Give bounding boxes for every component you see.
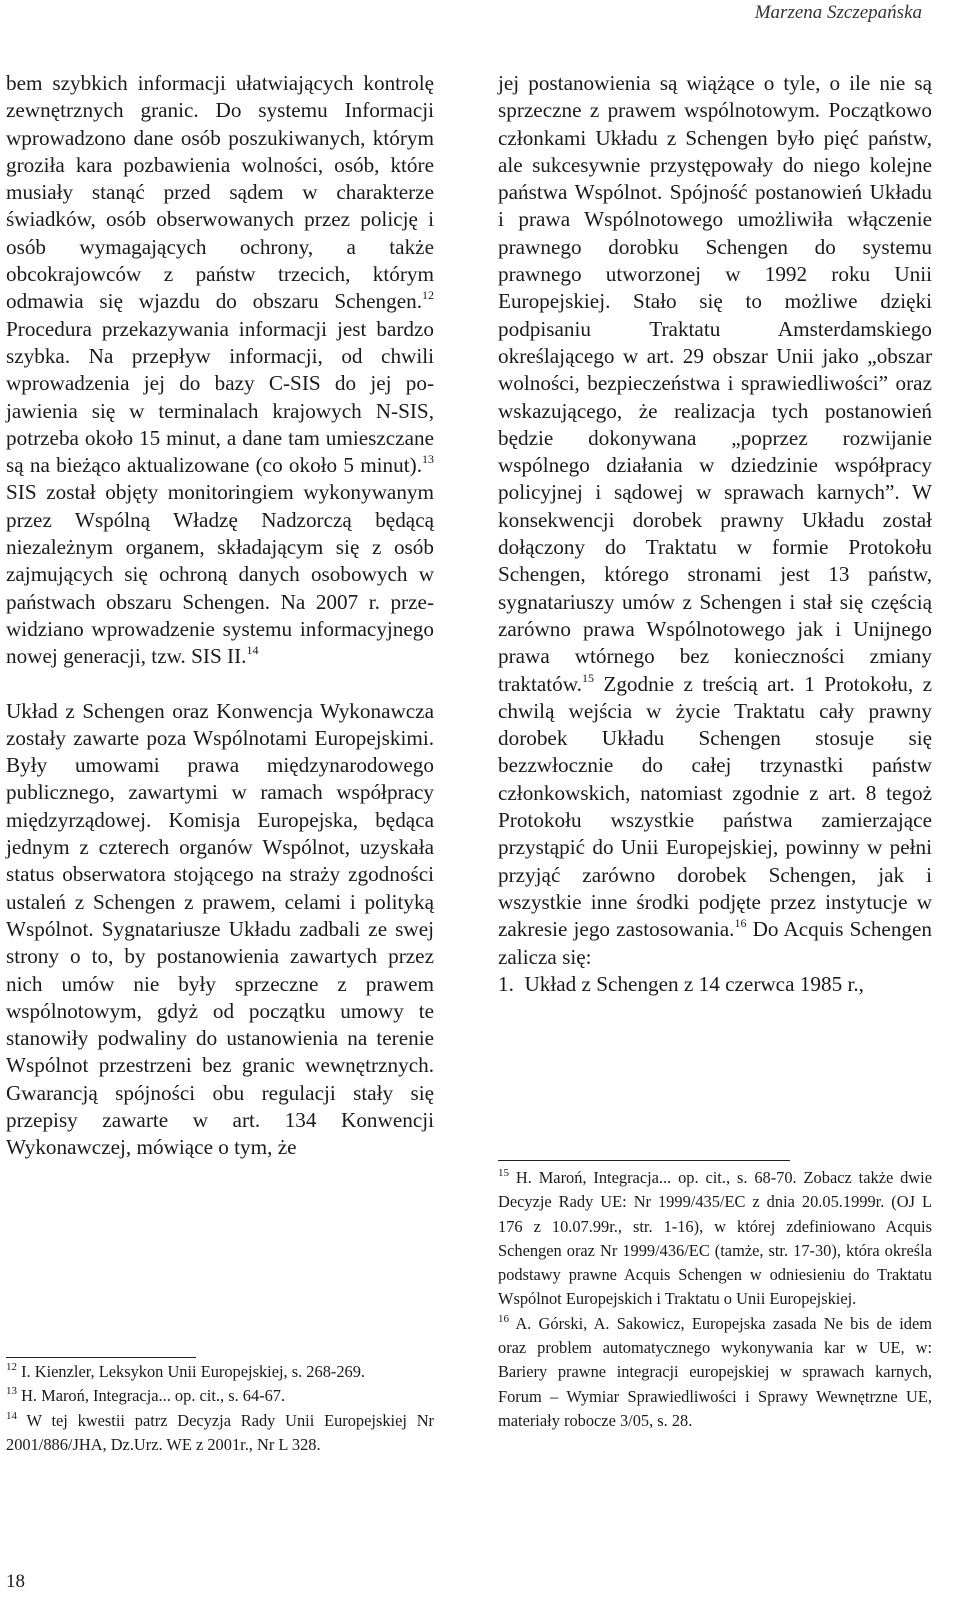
text-run: bem szybkich informacji ułatwiających kontrolę zewnętrznych granic. Do systemu Informacji wprowadzono dane osób poszukiwanych, którym groziła kara pozbawienia wolności, osób, które musiały stanąć przed sądem w charakterze świadków, osób obserwowanych przez policję i osób wymagających ochrony, a także obcokrajowców z państw trzecich, którym odmawia się wjazdu do obszaru Schengen. [6, 71, 434, 314]
running-header: Marzena Szczepańska [754, 2, 922, 23]
footnote-number: 13 [6, 1385, 17, 1398]
text-run: jej postanowienia są wiążące o tyle, o ile nie są sprzeczne z prawem wspólnotowym. Początkowo członkami Układu z Schengen było pięć państw, ale sukcesywnie przystępowały do niego kolejne państwa Wspólnot. Spójność postanowień Układu i prawa Wspólnotowego umożliwiła włączenie prawnego dorobku Schengen do systemu prawnego utworzonej w 1992 roku Unii Europejskiej. Stało się to możliwe dzięki podpisaniu Traktatu Amsterdamskiego określającego w art. 29 obszar Unii jako „obszar wolności, bezpieczeństwa i sprawiedliwości” oraz wskazującego, że realizacja tych postanowień będzie dokonywana „poprzez rozwijanie wspólnego działania w dziedzinie współpracy policyjnej i sądowej w sprawach karnych”. W konsekwencji dorobek prawny Układu został dołączony do Traktatu w formie Protokołu Schengen, którego stronami jest 13 państw, sygnatariuszy umów z Schengen i stał się częścią zarówno prawa Wspólnotowego jak i Unijnego prawa wtórnego bez konieczności zmiany traktatów. [498, 71, 932, 696]
footnotes-right [498, 1166, 932, 1433]
text-run: Zgodnie z treścią art. 1 Protokołu, z chwilą wejścia w życie Traktatu cały prawny dorobek Układu Schengen stosuje się bezzwłocznie do całej trzynastki państw członkowskich, natomiast zgodnie z art. 8 tegoż Protokołu wszystkie państwa zamierzające przystąpić do Unii Europejskiej, powinny w pełni przyjąć zarówno dorobek Schengen, jak i wszystkie inne środki podjęte przez instytucje w zakresie jego zastosowania. [498, 671, 932, 942]
footnote-text: H. Maroń, Integracja... op. cit., s. 68-70. Zobacz także dwie Decyzje Rady UE: Nr 1999/435/EC z dnia 20.05.1999r. (OJ L 176 z 10.07.99r., str. 1-16), w której zdefiniowano Acquis Schengen oraz Nr 1999/436/EC (tamże, str. 17-30), która określa podstawy prawne Acquis Schengen w odniesieniu do Traktatu Wspólnot Europejskich i Traktatu o Unii Europejskiej. [498, 1168, 932, 1309]
footnote-text: W tej kwestii patrz Decyzja Rady Unii Europejskiej Nr 2001/886/JHA, Dz.Urz. WE z 2001r., Nr L 328. [6, 1410, 434, 1454]
footnote-ref-16[interactable]: 16 [734, 916, 747, 931]
footnote-ref-15[interactable]: 15 [581, 670, 594, 685]
footnote-number: 16 [498, 1312, 509, 1325]
footnote-15 [498, 1166, 932, 1312]
left-paragraph-2: Układ z Schengen oraz Konwencja Wykonawcza zostały zawarte poza Wspólnotami Europejskimi. Były umowami prawa międzynarodowego publicznego, zawartymi w ramach współpracy międzyrządowej. Komisja Europejska, będąca jednym z czterech organów Wspólnot, uzyskała status obserwatora stojącego na straży zgodności ustaleń z Schengen z prawem, celami i polityką Wspólnot. Sygnatariusze Układu zadbali ze swej strony o to, by postanowienia zawartych przez nich umów nie były sprzeczne z prawem wspólnotowym, gdyż od początku umowy te stanowiły podwaliny do ustanowienia na terenie Wspólnot przestrzeni bez granic wewnętrznych. Gwarancją spójności obu regulacji stały się przepisy zawarte w art. 134 Konwencji Wykonawczej, mówiące o tym, że [6, 698, 434, 1160]
footnote-13 [6, 1384, 434, 1408]
footnote-text: I. Kienzler, Leksykon Unii Europejskiej, s. 268-269. [17, 1362, 366, 1381]
right-column [498, 70, 932, 998]
text-run: SIS został objęty monitoringiem wykonywanym przez Wspólną Władzę Nadzorczą będącą niezależnym organem, składającym się z osób zajmujących się ochroną danych osobowych w państwach obszaru Schengen. Na 2007 r. przewidziano wprowadzenie systemu informacyjnego nowej generacji, tzw. SIS II. [6, 480, 434, 669]
acquis-list-item-1: 1. Układ z Schengen z 14 czerwca 1985 r., [498, 971, 864, 996]
left-paragraph-1 [6, 70, 434, 671]
footnote-12 [6, 1360, 434, 1384]
text-run: Do Acquis Schengen zalicza się: [498, 917, 932, 969]
text-run: Procedura przekazywania informacji jest bardzo szybka. Na przepływ informacji, od chwili wprowadzenia jej do bazy C-SIS do jej pojawienia się w terminalach krajowych N-SIS, potrzeba około 15 minut, a dane tam umieszczane są na bieżąco aktualizowane (co około 5 minut). [6, 316, 434, 478]
footnote-number: 14 [6, 1409, 17, 1422]
footnotes-left [6, 1360, 434, 1457]
page-number: 18 [6, 1571, 25, 1592]
footnote-text: H. Maroń, Integracja... op. cit., s. 64-67. [17, 1386, 286, 1406]
right-paragraph-1 [498, 70, 932, 971]
footnote-ref-12[interactable]: 12 [422, 288, 434, 303]
footnote-16 [498, 1312, 932, 1433]
footnote-separator-left [6, 1357, 196, 1358]
footnote-number: 12 [6, 1361, 17, 1373]
footnote-separator-right [498, 1160, 790, 1161]
footnote-14 [6, 1409, 434, 1458]
left-column [6, 70, 434, 1162]
footnote-number: 15 [498, 1167, 509, 1179]
footnote-ref-13[interactable]: 13 [422, 452, 434, 467]
footnote-ref-14[interactable]: 14 [246, 643, 259, 658]
footnote-text: A. Górski, A. Sakowicz, Europejska zasada Ne bis de idem oraz problem automatycznego wykonywania kar w UE, w: Bariery prawne integracji europejskiej w sprawach karnych, Forum – Wymiar Sprawiedliwości i Sprawy Wewnętrzne UE, materiały robocze 3/05, s. 28. [498, 1313, 932, 1430]
